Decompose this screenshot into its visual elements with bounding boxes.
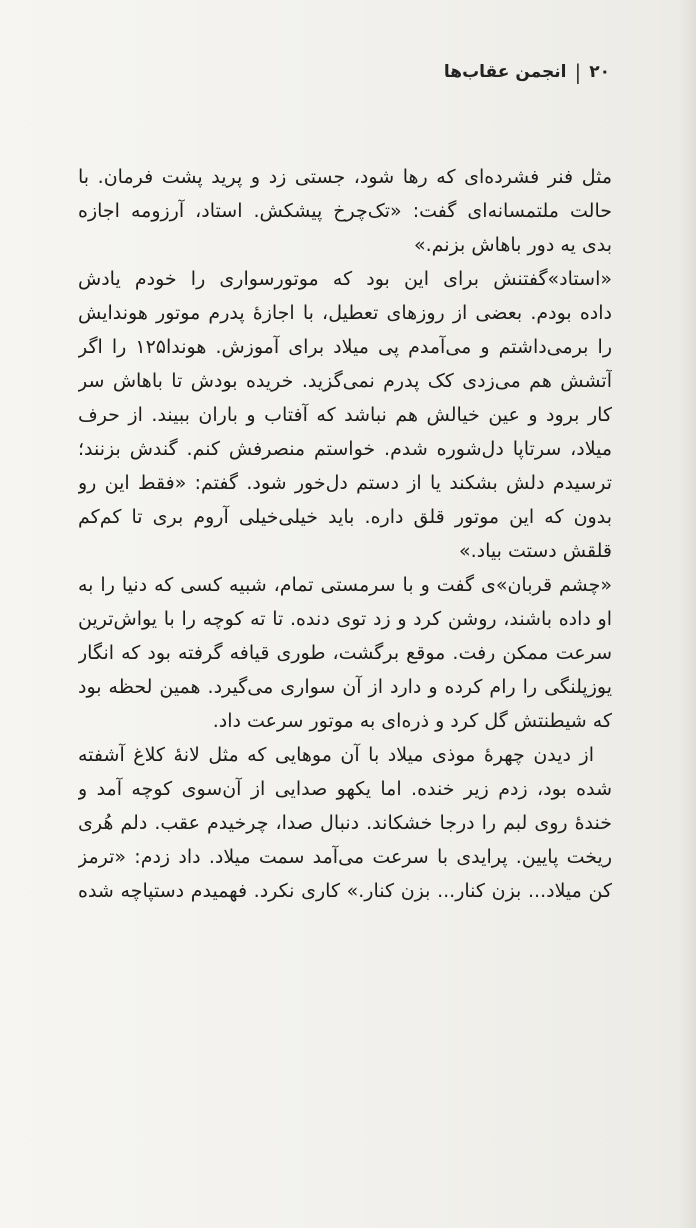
page-edge-shadow: [678, 0, 696, 1228]
text-line: حالت ملتمسانه‌ای گفت: «تک‌چرخ پیشکش. استاد، آرزومه اجازه: [78, 200, 612, 222]
text-line: از دیدن چهرهٔ موذی میلاد با آن موهایی که مثل لانهٔ کلاغ آشفته: [78, 744, 594, 766]
text-line: بدون که این موتور قلق داره. باید خیلی‌خیلی آروم بری تا کم‌کم: [78, 506, 612, 528]
book-title: انجمن عقاب‌ها: [443, 62, 567, 82]
page-number: ۲۰: [589, 62, 610, 82]
text-line: میلاد، سرتاپا دل‌شوره شدم. خواستم منصرفش کنم. گندش بزنند؛: [78, 438, 612, 460]
text-line: ترسیدم دلش بشکند یا از دستم دل‌خور شود. گفتم: «فقط این رو: [78, 472, 612, 494]
text-line: یوزپلنگی را رام کرده و دارد از آن سواری می‌گیرد. همین لحظه بود: [78, 676, 612, 698]
text-line: مثل فنر فشرده‌ای که رها شود، جستی زد و پرید پشت فرمان. با: [78, 166, 612, 188]
text-line: کن میلاد... بزن کنار... بزن کنار.» کاری نکرد. فهمیدم دستپاچه شده: [78, 880, 612, 902]
text-line: او داده باشند، روشن کرد و زد توی دنده. تا ته کوچه را با یواش‌ترین: [78, 608, 612, 630]
text-line: «استاد»گفتنش برای این بود که موتورسواری را خودم یادش: [78, 268, 612, 290]
text-line: خندهٔ روی لبم را درجا خشکاند. دنبال صدا، چرخیدم عقب. دلم هُری: [78, 812, 612, 834]
text-line: «چشم قربان»ی گفت و با سرمستی تمام، شبیه کسی که دنیا را به: [78, 574, 612, 596]
text-line: بدی یه دور باهاش بزنم.»: [413, 234, 612, 256]
text-line: شده بود، زدم زیر خنده. اما یکهو صدایی از آن‌سوی کوچه آمد و: [78, 778, 612, 800]
page-header: [444, 62, 610, 82]
text-line: داده بودم. بعضی از روزهای تعطیل، با اجازهٔ پدرم موتور هوندایش: [78, 302, 612, 324]
text-line: آتشش هم می‌زدی کک پدرم نمی‌گزید. خریده بودش تا باهاش سر: [78, 370, 612, 392]
text-line: را برمی‌داشتم و می‌آمدم پی میلاد برای آموزش. هوندا۱۲۵ را اگر: [78, 336, 612, 358]
text-line: سرعت ممکن رفت. موقع برگشت، طوری قیافه گرفته بود که انگار: [78, 642, 612, 664]
header-separator: |: [574, 60, 582, 84]
text-line: که شیطنتش گل کرد و ذره‌ای به موتور سرعت داد.: [212, 710, 612, 732]
text-line: کار برود و عین خیالش هم نباشد که آفتاب و باران ببیند. از حرف: [78, 404, 612, 426]
text-line: قلقش دستت بیاد.»: [459, 540, 612, 562]
body-text: [78, 160, 612, 908]
text-line: ریخت پایین. پرایدی با سرعت می‌آمد سمت میلاد. داد زدم: «ترمز: [78, 846, 612, 868]
